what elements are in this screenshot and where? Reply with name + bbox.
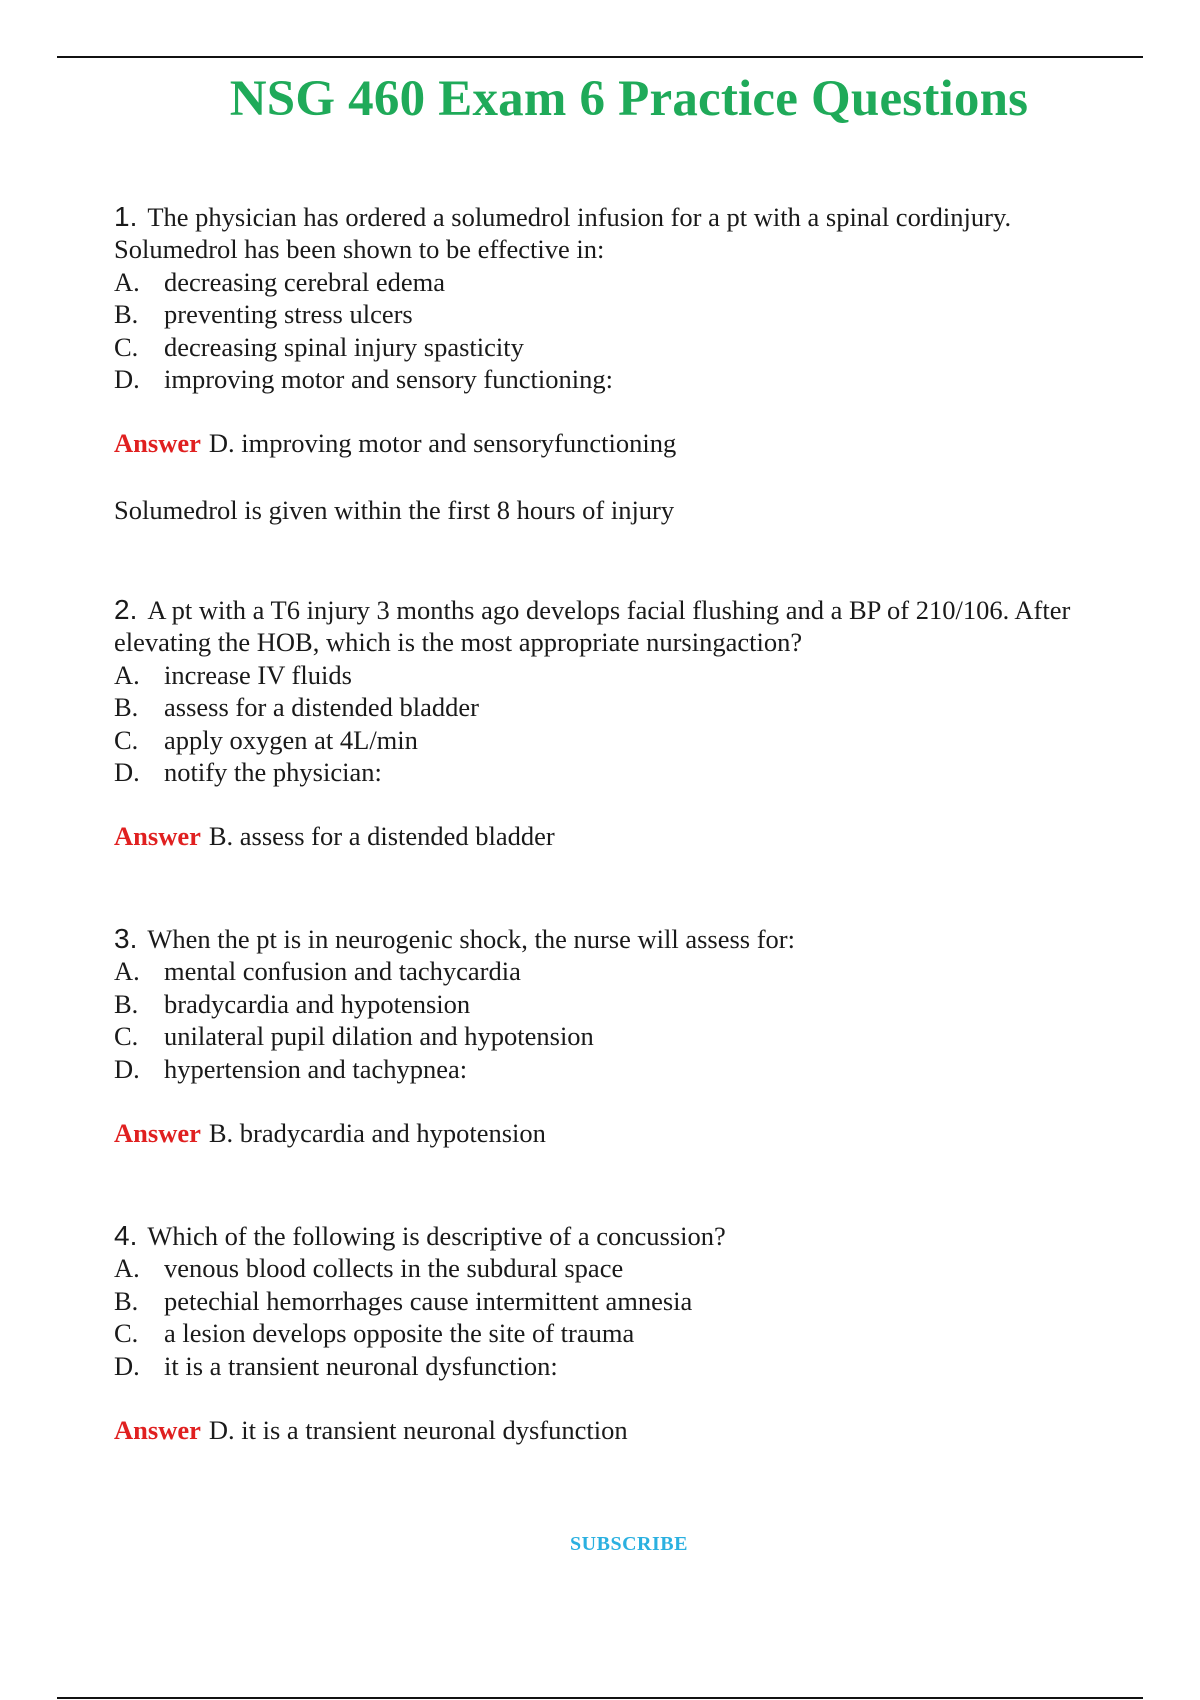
option-text: increase IV fluids [164, 659, 352, 690]
option-text: it is a transient neuronal dysfunction: [164, 1350, 558, 1381]
option-c [114, 331, 1114, 363]
subscribe-link[interactable]: SUBSCRIBE [570, 1533, 688, 1555]
option-b [114, 691, 1114, 723]
option-list [114, 1252, 1114, 1382]
option-letter: D. [114, 364, 140, 395]
bottom-divider [57, 1697, 1143, 1699]
answer-label: Answer [114, 1118, 201, 1149]
option-c [114, 1317, 1114, 1349]
option-a [114, 1252, 1114, 1284]
top-divider [57, 56, 1143, 58]
answer-label: Answer [114, 1415, 201, 1446]
option-text: apply oxygen at 4L/min [164, 724, 418, 755]
option-list [114, 659, 1114, 789]
question-number: 1. [114, 201, 138, 232]
option-text: decreasing spinal injury spasticity [164, 331, 524, 362]
option-b [114, 1285, 1114, 1317]
question-3 [114, 923, 1114, 1149]
option-letter: A. [114, 266, 140, 297]
option-letter: D. [114, 1350, 140, 1381]
option-letter: B. [114, 692, 139, 723]
option-letter: C. [114, 331, 139, 362]
question-number: 4. [114, 1220, 138, 1251]
question-1 [114, 201, 1114, 526]
answer-text: B. bradycardia and hypotension [208, 1118, 546, 1149]
option-d [114, 756, 1114, 788]
option-text: hypertension and tachypnea: [164, 1053, 468, 1084]
question-2 [114, 594, 1114, 853]
answer-line [114, 1117, 1114, 1149]
answer-text: D. improving motor and sensoryfunctioning [208, 428, 677, 459]
question-4 [114, 1220, 1114, 1446]
option-text: petechial hemorrhages cause intermittent amnesia [164, 1285, 693, 1316]
question-text: Which of the following is descriptive of a concussion? [147, 1221, 726, 1251]
answer-line [114, 427, 1114, 459]
answer-label: Answer [114, 821, 201, 852]
option-letter: C. [114, 1021, 139, 1052]
answer-text: D. it is a transient neuronal dysfunction [208, 1415, 628, 1446]
option-b [114, 988, 1114, 1020]
answer-label: Answer [114, 428, 201, 459]
question-number: 2. [114, 594, 138, 625]
option-letter: D. [114, 757, 140, 788]
answer-line [114, 1414, 1114, 1446]
option-letter: A. [114, 956, 140, 987]
answer-text: B. assess for a distended bladder [208, 821, 555, 852]
option-d [114, 363, 1114, 395]
option-a [114, 266, 1114, 298]
option-text: mental confusion and tachycardia [164, 956, 521, 987]
option-text: improving motor and sensory functioning: [164, 364, 613, 395]
question-stem [114, 923, 1114, 955]
option-letter: B. [114, 1285, 139, 1316]
option-c [114, 1020, 1114, 1052]
question-text: A pt with a T6 injury 3 months ago develops facial flushing and a BP of 210/106. After elevating the HOB, which is the most appropriate nursingaction? [114, 595, 1071, 658]
option-list [114, 266, 1114, 396]
option-text: assess for a distended bladder [164, 692, 479, 723]
question-stem [114, 1220, 1114, 1252]
option-text: venous blood collects in the subdural space [164, 1253, 624, 1284]
rationale-note: Solumedrol is given within the first 8 hours of injury [114, 494, 675, 525]
option-list [114, 955, 1114, 1085]
option-letter: A. [114, 1253, 140, 1284]
option-text: decreasing cerebral edema [164, 266, 446, 297]
option-letter: B. [114, 299, 139, 330]
option-a [114, 659, 1114, 691]
option-d [114, 1350, 1114, 1382]
question-text: The physician has ordered a solumedrol infusion for a pt with a spinal cordinjury. Solumedrol has been shown to be effective in: [114, 202, 1012, 265]
option-a [114, 955, 1114, 987]
question-number: 3. [114, 923, 138, 954]
option-letter: B. [114, 988, 139, 1019]
option-b [114, 298, 1114, 330]
question-stem [114, 594, 1114, 659]
answer-line [114, 820, 1114, 852]
option-letter: A. [114, 659, 140, 690]
page-title: NSG 460 Exam 6 Practice Questions [229, 71, 1029, 127]
option-letter: D. [114, 1053, 140, 1084]
option-text: preventing stress ulcers [164, 299, 413, 330]
option-text: bradycardia and hypotension [164, 988, 471, 1019]
option-c [114, 724, 1114, 756]
question-text: When the pt is in neurogenic shock, the nurse will assess for: [147, 924, 795, 954]
option-letter: C. [114, 1318, 139, 1349]
option-d [114, 1053, 1114, 1085]
option-letter: C. [114, 724, 139, 755]
option-text: a lesion develops opposite the site of trauma [164, 1318, 635, 1349]
option-text: unilateral pupil dilation and hypotension [164, 1021, 594, 1052]
question-stem [114, 201, 1114, 266]
option-text: notify the physician: [164, 757, 382, 788]
